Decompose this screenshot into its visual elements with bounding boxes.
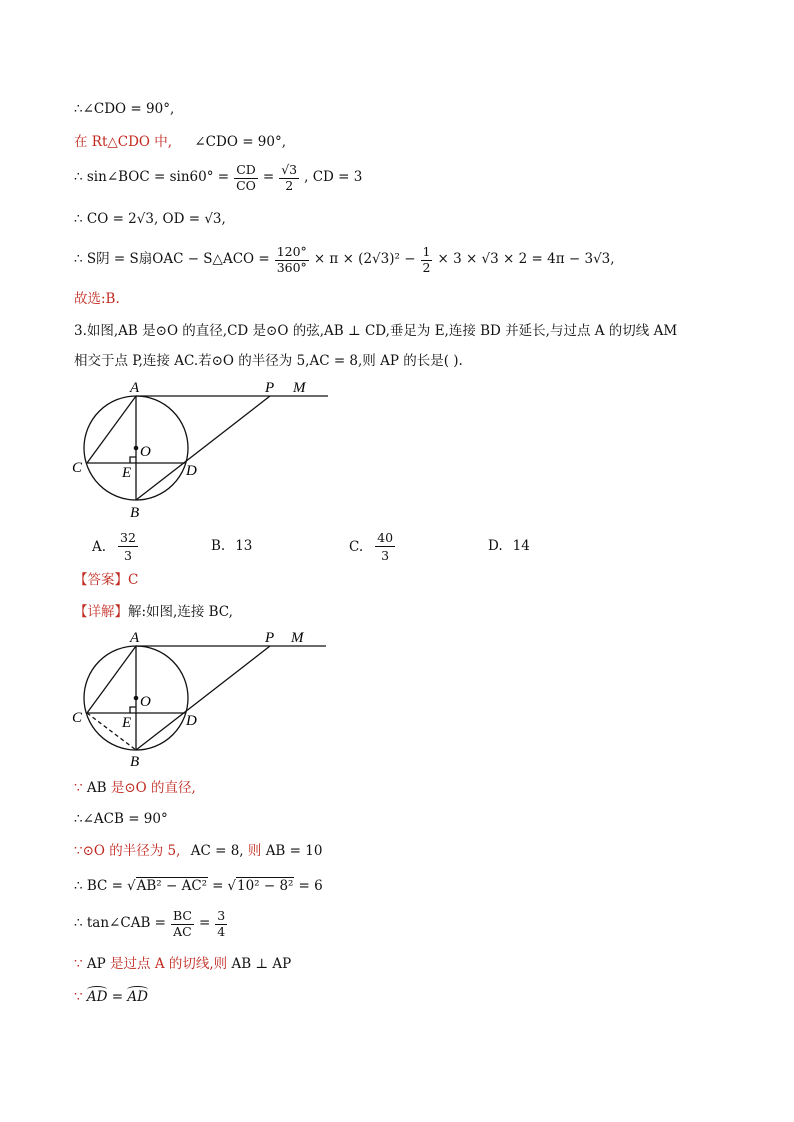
option-c[interactable] bbox=[349, 530, 397, 563]
option-d-letter: D. bbox=[488, 538, 503, 554]
option-a-frac: $\frac{32}{3}$ bbox=[120, 530, 136, 563]
prev-line-2-red: 在 Rt△CDO 中, bbox=[74, 134, 173, 150]
step3-red: ∵⊙O 的半径为 5, bbox=[74, 843, 181, 859]
step6-ap: AP bbox=[86, 956, 106, 972]
detail-tag: 【详解】 bbox=[74, 604, 128, 620]
step5-eq: = bbox=[198, 915, 211, 932]
option-c-letter: C. bbox=[349, 538, 364, 555]
option-b-letter: B. bbox=[211, 538, 226, 554]
prev-frac-120-360: $\frac{120^\circ}{360^\circ}$ bbox=[276, 244, 307, 275]
option-d-text: 14 bbox=[512, 538, 530, 554]
prev-line-5-left: ∴ S阴 = S扇OAC − S△ACO = bbox=[74, 251, 270, 268]
step7-eq: = bbox=[111, 989, 124, 1005]
step4-root2: √10² − 8² bbox=[227, 878, 294, 894]
prev-line-3 bbox=[74, 164, 362, 192]
step7-arc-1: AD bbox=[86, 989, 108, 1005]
label2-p: P bbox=[265, 630, 275, 646]
label2-o: O bbox=[140, 694, 151, 710]
option-b[interactable] bbox=[211, 538, 252, 554]
label-d: D bbox=[186, 463, 197, 479]
option-d[interactable] bbox=[488, 538, 530, 554]
prev-line-3-eq: = bbox=[262, 169, 275, 186]
step1-ab: AB bbox=[86, 780, 107, 796]
step7-arc-2: AD bbox=[127, 989, 148, 1005]
option-a[interactable] bbox=[92, 530, 140, 563]
prev-line-2-black: ∠CDO = 90°, bbox=[194, 134, 287, 150]
label2-d: D bbox=[186, 713, 197, 729]
answer-tag: 【答案】 bbox=[74, 572, 128, 588]
solution-step-2: ∴∠ACB = 90° bbox=[74, 811, 168, 827]
solution-step-4 bbox=[74, 880, 323, 894]
label-p: P bbox=[265, 380, 275, 396]
label2-b: B bbox=[130, 754, 140, 770]
option-c-frac: $\frac{40}{3}$ bbox=[377, 530, 394, 563]
label-b: B bbox=[130, 505, 140, 521]
prev-line-2 bbox=[74, 136, 286, 150]
geometry-figure-1 bbox=[70, 378, 340, 523]
answer-line bbox=[74, 574, 138, 588]
option-b-text: 13 bbox=[235, 538, 253, 554]
label2-e: E bbox=[122, 715, 132, 731]
prev-line-1: ∴∠CDO = 90°, bbox=[74, 101, 175, 117]
prev-answer-line: 故选:B. bbox=[74, 291, 120, 307]
prev-line-5-right: × 3 × √3 × 2 = 4π − 3√3, bbox=[437, 251, 615, 268]
detail-line bbox=[74, 606, 233, 620]
step3-ac: AC = 8, bbox=[190, 843, 244, 859]
solution-step-3 bbox=[74, 845, 322, 859]
prev-line-4: ∴ CO = 2√3, OD = √3, bbox=[74, 211, 226, 227]
step6-because: ∵ bbox=[74, 956, 83, 972]
solution-step-6 bbox=[74, 958, 291, 972]
prev-frac-sqrt3-2: $\frac{√3}{2}$ bbox=[281, 162, 298, 193]
step4-left: ∴ BC = bbox=[74, 878, 123, 894]
geometry-figure-2 bbox=[70, 628, 340, 770]
label-c: C bbox=[72, 460, 83, 476]
solution-step-5 bbox=[74, 910, 229, 938]
prev-line-3-left: ∴ sin∠BOC = sin60° = bbox=[74, 169, 230, 186]
step7-because: ∵ bbox=[74, 989, 83, 1005]
step4-root1: √AB² − AC² bbox=[126, 878, 208, 894]
question-line-2: 相交于点 P,连接 AC.若⊙O 的半径为 5,AC = 8,则 AP 的长是( ). bbox=[74, 353, 463, 369]
prev-frac-1-2: $\frac{1}{2}$ bbox=[422, 244, 431, 275]
step6-text: 是过点 A 的切线,则 bbox=[110, 956, 228, 972]
label2-a: A bbox=[130, 630, 140, 646]
option-a-letter: A. bbox=[92, 538, 107, 555]
step3-then: 则 bbox=[247, 843, 262, 859]
label-o: O bbox=[140, 444, 151, 460]
label2-c: C bbox=[72, 710, 83, 726]
prev-line-5-mid: × π × (2√3)² − bbox=[313, 251, 416, 268]
step1-text: 是⊙O 的直径, bbox=[110, 780, 196, 796]
step5-frac-3-4: $\frac{3}{4}$ bbox=[217, 908, 226, 939]
prev-line-5 bbox=[74, 246, 615, 274]
step5-left: ∴ tan∠CAB = bbox=[74, 915, 166, 932]
label-a: A bbox=[130, 380, 140, 396]
label-e: E bbox=[122, 465, 132, 481]
step3-ab: AB = 10 bbox=[265, 843, 323, 859]
label2-m: M bbox=[291, 630, 304, 646]
step6-perp: AB ⊥ AP bbox=[231, 956, 292, 972]
detail-text: 解:如图,连接 BC, bbox=[128, 604, 233, 620]
prev-frac-cd-co: $\frac{CD}{CO}$ bbox=[236, 162, 256, 193]
solution-step-7 bbox=[74, 991, 148, 1005]
answer-value: C bbox=[128, 572, 139, 588]
solution-step-1 bbox=[74, 782, 196, 796]
step4-eq: = bbox=[212, 878, 224, 894]
step1-because: ∵ bbox=[74, 780, 83, 796]
step4-right: = 6 bbox=[298, 878, 323, 894]
step5-frac-bc-ac: $\frac{BC}{AC}$ bbox=[172, 908, 192, 939]
prev-line-3-right: , CD = 3 bbox=[304, 169, 363, 186]
label-m: M bbox=[293, 380, 306, 396]
question-line-1: 3.如图,AB 是⊙O 的直径,CD 是⊙O 的弦,AB ⊥ CD,垂足为 E,连接 BD 并延长,与过点 A 的切线 AM bbox=[74, 323, 678, 339]
